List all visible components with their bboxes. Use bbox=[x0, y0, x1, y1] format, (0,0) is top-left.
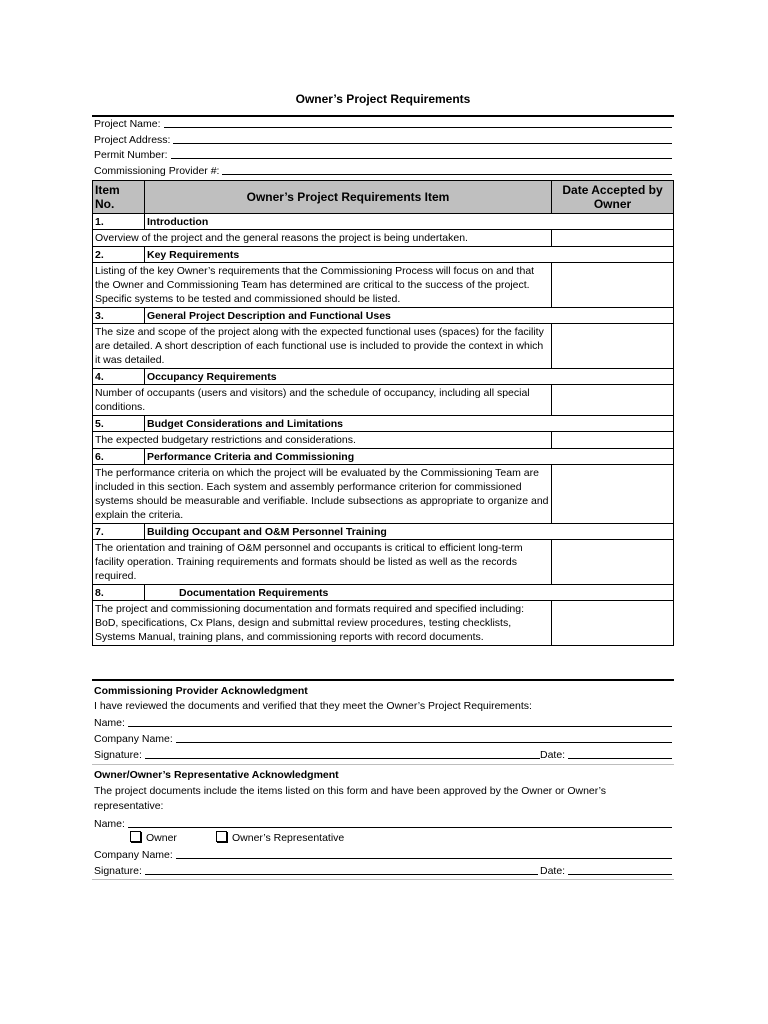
provider-date-label: Date: bbox=[540, 749, 566, 761]
provider-signature-line[interactable] bbox=[145, 757, 540, 759]
provider-signature-field[interactable] bbox=[94, 745, 540, 761]
section-number: 5. bbox=[93, 416, 145, 432]
owner-rep-option-label: Owner’s Representative bbox=[232, 832, 345, 844]
section-title: Performance Criteria and Commissioning bbox=[145, 449, 674, 465]
provider-date-line[interactable] bbox=[568, 757, 672, 759]
date-accepted-cell[interactable] bbox=[552, 432, 674, 449]
project-address-line[interactable] bbox=[173, 142, 672, 144]
provider-name-line[interactable] bbox=[128, 725, 672, 727]
project-name-line[interactable] bbox=[164, 126, 672, 128]
section-row bbox=[93, 585, 674, 601]
date-accepted-cell[interactable] bbox=[552, 385, 674, 416]
project-name-label: Project Name: bbox=[94, 118, 161, 130]
date-accepted-cell[interactable] bbox=[552, 465, 674, 524]
owner-company-field[interactable] bbox=[94, 845, 672, 861]
owner-ack-text: The project documents include the items listed on this form and have been approved by the Owner or Owner’s representative: bbox=[94, 785, 607, 812]
description-row bbox=[93, 263, 674, 308]
section-number: 3. bbox=[93, 308, 145, 324]
section-description: The size and scope of the project along with the expected functional uses (spaces) for the facility are detailed. A short description of each functional use is included to provide the context in which it was detailed. bbox=[93, 324, 552, 369]
owner-company-label: Company Name: bbox=[94, 849, 173, 861]
requirements-table bbox=[92, 180, 674, 646]
owner-date-label: Date: bbox=[540, 865, 566, 877]
provider-name-field[interactable] bbox=[94, 713, 672, 729]
permit-number-field[interactable] bbox=[94, 145, 672, 161]
section-row bbox=[93, 214, 674, 230]
project-name-field[interactable] bbox=[94, 114, 672, 130]
section-title: Budget Considerations and Limitations bbox=[145, 416, 674, 432]
provider-name-label: Name: bbox=[94, 717, 125, 729]
date-accepted-cell[interactable] bbox=[552, 230, 674, 247]
owner-ack-heading: Owner/Owner’s Representative Acknowledgment bbox=[94, 769, 339, 781]
date-accepted-header: Date Accepted by Owner bbox=[552, 181, 674, 214]
section-title: Occupancy Requirements bbox=[145, 369, 674, 385]
provider-signature-label: Signature: bbox=[94, 749, 142, 761]
section-number: 8. bbox=[93, 585, 145, 601]
section-number: 6. bbox=[93, 449, 145, 465]
date-accepted-cell[interactable] bbox=[552, 540, 674, 585]
owner-signature-line[interactable] bbox=[145, 873, 538, 875]
section-number: 4. bbox=[93, 369, 145, 385]
permit-number-label: Permit Number: bbox=[94, 149, 168, 161]
section-row bbox=[93, 524, 674, 540]
owner-option-label: Owner bbox=[146, 832, 177, 844]
description-row bbox=[93, 385, 674, 416]
item-header: Owner’s Project Requirements Item bbox=[145, 181, 552, 214]
section-row bbox=[93, 416, 674, 432]
description-row bbox=[93, 230, 674, 247]
section-row bbox=[93, 247, 674, 263]
commissioning-provider-field[interactable] bbox=[94, 161, 672, 177]
owner-signature-field[interactable] bbox=[94, 861, 538, 877]
section-title: Building Occupant and O&M Personnel Training bbox=[145, 524, 674, 540]
provider-date-field[interactable] bbox=[540, 745, 672, 761]
project-address-label: Project Address: bbox=[94, 134, 171, 146]
owner-rep-checkbox[interactable] bbox=[216, 831, 227, 842]
owner-rep-option[interactable] bbox=[216, 831, 344, 844]
date-accepted-cell[interactable] bbox=[552, 324, 674, 369]
section-description: Number of occupants (users and visitors) and the schedule of occupancy, including all special conditions. bbox=[93, 385, 552, 416]
section-description: The performance criteria on which the project will be evaluated by the Commissioning Team are included in this section. Each system and assembly performance criterion for commissioned systems should be measurable and verifiable. Include subsections as appropriate to organize and explain the criteria. bbox=[93, 465, 552, 524]
provider-ack-heading: Commissioning Provider Acknowledgment bbox=[94, 685, 308, 697]
section-description: Overview of the project and the general reasons the project is being undertaken. bbox=[93, 230, 552, 247]
project-address-field[interactable] bbox=[94, 130, 672, 146]
owner-name-label: Name: bbox=[94, 818, 125, 830]
section-description: The orientation and training of O&M personnel and occupants is critical to efficient long-term facility operation. Training requirements and formats should be listed as well as the records required. bbox=[93, 540, 552, 585]
date-accepted-cell[interactable] bbox=[552, 601, 674, 646]
section-title: Documentation Requirements bbox=[145, 585, 674, 601]
page-title: Owner’s Project Requirements bbox=[295, 92, 471, 106]
description-row bbox=[93, 540, 674, 585]
description-row bbox=[93, 432, 674, 449]
provider-company-label: Company Name: bbox=[94, 733, 173, 745]
date-accepted-cell[interactable] bbox=[552, 263, 674, 308]
owner-option[interactable] bbox=[130, 831, 177, 844]
section-title: General Project Description and Functional Uses bbox=[145, 308, 674, 324]
table-header-row bbox=[93, 181, 674, 214]
section-title: Introduction bbox=[145, 214, 674, 230]
owner-checkbox[interactable] bbox=[130, 831, 141, 842]
section-number: 7. bbox=[93, 524, 145, 540]
owner-company-line[interactable] bbox=[176, 857, 672, 859]
section-row bbox=[93, 369, 674, 385]
description-row bbox=[93, 465, 674, 524]
section-number: 1. bbox=[93, 214, 145, 230]
commissioning-provider-line[interactable] bbox=[222, 173, 672, 175]
commissioning-provider-label: Commissioning Provider #: bbox=[94, 165, 220, 177]
description-row bbox=[93, 324, 674, 369]
section-title: Key Requirements bbox=[145, 247, 674, 263]
owner-name-field[interactable] bbox=[94, 814, 672, 830]
section-description: The project and commissioning documentation and formats required and specified including: BoD, specifications, Cx Plans, design and submittal review procedures, testing checklists, Systems Manual, training plans, and commissioning reports with record documents. bbox=[93, 601, 552, 646]
section-description: Listing of the key Owner’s requirements that the Commissioning Process will focus on and that the Owner and Commissioning Team has determined are critical to the success of the project. Specific systems to be tested and commissioned should be listed. bbox=[93, 263, 552, 308]
section-description: The expected budgetary restrictions and considerations. bbox=[93, 432, 552, 449]
provider-ack-text: I have reviewed the documents and verified that they meet the Owner’s Project Requirements: bbox=[94, 700, 532, 712]
owner-signature-label: Signature: bbox=[94, 865, 142, 877]
provider-company-field[interactable] bbox=[94, 729, 672, 745]
section-row bbox=[93, 449, 674, 465]
owner-date-field[interactable] bbox=[540, 861, 672, 877]
provider-ack-rule bbox=[92, 679, 674, 681]
description-row bbox=[93, 601, 674, 646]
item-no-header: Item No. bbox=[93, 181, 145, 214]
section-row bbox=[93, 308, 674, 324]
provider-ack-bottom-rule bbox=[92, 764, 674, 765]
provider-company-line[interactable] bbox=[176, 741, 672, 743]
section-number: 2. bbox=[93, 247, 145, 263]
owner-date-line[interactable] bbox=[568, 873, 672, 875]
permit-number-line[interactable] bbox=[171, 157, 672, 159]
owner-name-line[interactable] bbox=[128, 826, 672, 828]
owner-ack-bottom-rule bbox=[92, 879, 674, 880]
